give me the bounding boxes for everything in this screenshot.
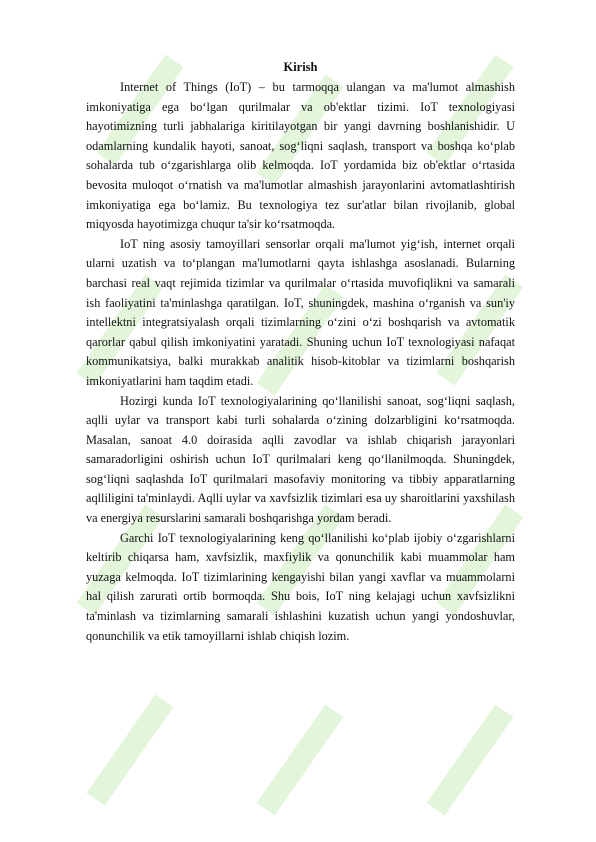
watermark-mark-12 (427, 705, 514, 816)
document-body (86, 58, 515, 646)
paragraph-3: Hozirgi kunda IoT texnologiyalarining qo‘llanilishi sanoat, sog‘liqni saqlash, aqlli uylar va transport kabi turli sohalarda o‘zining dolzarbligini ko‘rsatmoqda. Masalan, sanoat 4.0 doirasida aqlli zavodlar va ishlab chiqarish jarayonlari samaradorligini oshirish uchun IoT qurilmalari keng qo‘llanilmoqda. Shuningdek, sog‘liqni saqlashda IoT qurilmalari masofaviy monitoring va tibbiy apparatlarning aqlliligini ta'minlaydi. Aqlli uylar va xavfsizlik tizimlari esa uy sharoitlarini yaxshilash va energiya resurslarini samarali boshqarishga yordam beradi. (86, 393, 515, 526)
paragraph-2: IoT ning asosiy tamoyillari sensorlar orqali ma'lumot yig‘ish, internet orqali ularni uzatish va to‘plangan ma'lumotlarni qayta ishlashga asoslanadi. Bularning barchasi real vaqt rejimida tizimlar va qurilmalar o‘rtasida muvofiqlikni va samarali ish faoliyatini ta'minlashga qaratilgan. IoT, shuningdek, mashina o‘rganish va sun'iy intellektni integratsiyalash orqali tizimlarning o‘zini o‘zi boshqarish va avtomatik qarorlar qabul qilish imkoniyatini yaratadi. Shuning uchun IoT texnologiyasi nafaqat kommunikatsiya, balki murakkab analitik hisob-kitoblar va tizimlarni boshqarish imkoniyatlarini ham taqdim etadi. (86, 236, 515, 388)
watermark-mark-11 (257, 705, 344, 816)
paragraph-1: Internet of Things (IoT) – bu tarmoqqa ulangan va ma'lumot almashish imkoniyatiga ega bo‘lgan qurilmalar va ob'ektlar tizimi. IoT texnologiyasi hayotimizning turli jabhalariga kiritilayotgan bir yangi davrning boshlanishidir. U odamlarning kundalik hayoti, sanoat, sog‘liqni saqlash, transport va boshqa ko‘plab sohalarda tub o‘zgarishlarga olib kelmoqda. IoT yordamida biz ob'ektlar o‘rtasida bevosita muloqot o‘rnatish va ma'lumotlar almashish jarayonlarini avtomatlashtirish imkoniyatiga ega bo‘lamiz. Bu texnologiya tez sur'atlar bilan rivojlanib, global miqyosda hayotimizga chuqur ta'sir ko‘rsatmoqda. (86, 80, 515, 232)
paragraph-4: Garchi IoT texnologiyalarining keng qo‘llanilishi ko‘plab ijobiy o‘zgarishlarni keltirib chiqarsa ham, xavfsizlik, maxfiylik va qonunchilik kabi muammolar ham yuzaga kelmoqda. IoT tizimlarining kengayishi bilan yangi xavflar va muammolarni hal qilish zarurati ortib bormoqda. Shu bois, IoT ning kelajagi uchun xavfsizlikni ta'minlash va tizimlarning samarali ishlashini kuzatish uchun yangi yondoshuvlar, qonunchilik va etik tamoyillarni ishlab chiqish lozim. (86, 530, 515, 643)
page-title: Kirish (283, 60, 318, 74)
watermark-mark-10 (87, 695, 174, 806)
